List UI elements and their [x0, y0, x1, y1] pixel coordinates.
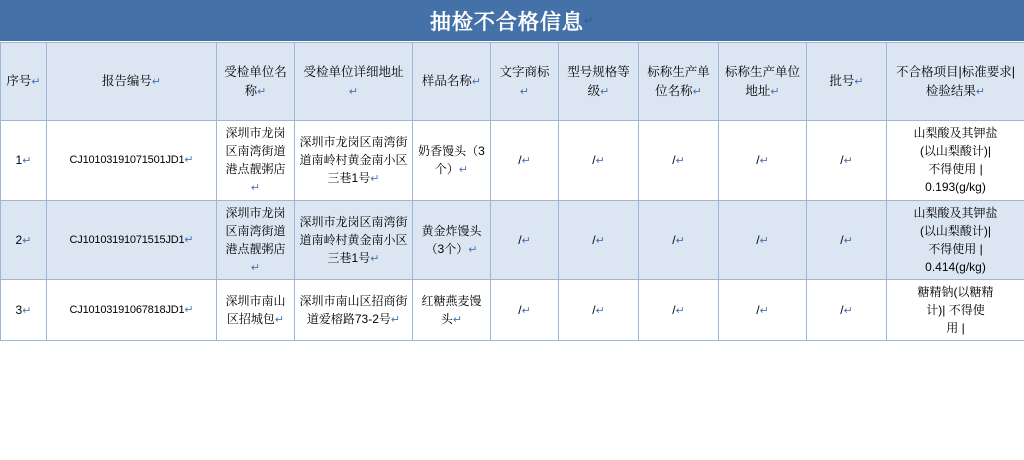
- column-header-unit-address: 受检单位详细地址↵: [295, 43, 413, 121]
- paragraph-mark-icon: ↵: [31, 76, 41, 89]
- paragraph-mark-icon: ↵: [348, 85, 359, 98]
- cell-report-no: CJ10103191067818JD1↵: [47, 280, 217, 341]
- table-row: [1, 121, 1024, 201]
- cell-index: 3↵: [1, 280, 47, 341]
- paragraph-mark-icon: ↵: [519, 85, 530, 98]
- cell-fail-items: [887, 200, 1024, 280]
- paragraph-mark-icon: ↵: [692, 85, 702, 98]
- document-title-bar: [0, 0, 1024, 42]
- cell-spec: /↵: [559, 280, 639, 341]
- cell-trademark: /↵: [491, 121, 559, 201]
- cell-unit-address: 深圳市南山区招商街道爱榕路73-2号↵: [295, 280, 413, 341]
- paragraph-mark-icon: ↵: [975, 85, 986, 98]
- column-header-producer-address: 标称生产单位地址↵: [719, 43, 807, 121]
- cell-producer-address: /↵: [719, 280, 807, 341]
- cell-report-no: CJ10103191071501JD1↵: [47, 121, 217, 201]
- fail-line: 0.193(g/kg): [925, 180, 986, 195]
- column-header-report-no: 报告编号↵: [47, 43, 217, 121]
- cell-unit-address: 深圳市龙岗区南湾街道南岭村黄金南小区三巷1号↵: [295, 200, 413, 280]
- paragraph-mark-icon: ↵: [471, 76, 482, 89]
- cell-index: 1↵: [1, 121, 47, 201]
- cell-sample-name: 奶香馒头（3个）↵: [413, 121, 491, 201]
- cell-batch-no: /↵: [807, 121, 887, 201]
- cell-producer-name: /↵: [639, 280, 719, 341]
- fail-line: 0.414(g/kg): [925, 259, 986, 274]
- cell-trademark: /↵: [491, 200, 559, 280]
- paragraph-mark-icon: ↵: [770, 85, 780, 98]
- cell-index: 2↵: [1, 200, 47, 280]
- fail-line: (以山梨酸计)|: [919, 144, 992, 159]
- table-row: [1, 200, 1024, 280]
- fail-line: 用 |: [946, 321, 965, 335]
- column-header-index: 序号↵: [1, 43, 47, 121]
- cell-report-no: CJ10103191071515JD1↵: [47, 200, 217, 280]
- cell-producer-address: /↵: [719, 121, 807, 201]
- column-header-spec: 型号规格等级↵: [559, 43, 639, 121]
- column-header-trademark: 文字商标↵: [491, 43, 559, 121]
- cell-spec: /↵: [559, 121, 639, 201]
- column-header-batch-no: 批号↵: [807, 43, 887, 121]
- column-header-producer-name: 标称生产单位名称↵: [639, 43, 719, 121]
- column-header-sample-name: 样品名称↵: [413, 43, 491, 121]
- cell-spec: /↵: [559, 200, 639, 280]
- fail-line: (以山梨酸计)|: [919, 223, 992, 238]
- paragraph-mark-icon: ↵: [257, 85, 267, 98]
- cell-sample-name: 黄金炸馒头（3个）↵: [413, 200, 491, 280]
- cell-sample-name: 红糖燕麦馒头↵: [413, 280, 491, 341]
- cell-unit-address: 深圳市龙岗区南湾街道南岭村黄金南小区三巷1号↵: [295, 121, 413, 201]
- cell-producer-name: /↵: [639, 121, 719, 201]
- table-header-row: [1, 43, 1024, 121]
- cell-batch-no: /↵: [807, 280, 887, 341]
- cell-unit-name: 深圳市南山区招城包↵: [217, 280, 295, 341]
- table-row: [1, 280, 1024, 341]
- cell-producer-address: /↵: [719, 200, 807, 280]
- fail-line: 山梨酸及其钾盐: [913, 126, 998, 141]
- fail-line: 不得使用 |: [928, 241, 983, 256]
- page-title: 抽检不合格信息: [429, 10, 584, 34]
- cell-unit-name: 深圳市龙岗区南湾街道港点靓粥店↵: [217, 121, 295, 201]
- cell-unit-name: 深圳市龙岗区南湾街道港点靓粥店↵: [217, 200, 295, 280]
- fail-line: 计)| 不得使: [926, 303, 985, 317]
- cell-trademark: /↵: [491, 280, 559, 341]
- inspection-results-table: [0, 42, 1024, 341]
- cell-fail-items: [887, 121, 1024, 201]
- cell-batch-no: /↵: [807, 200, 887, 280]
- paragraph-mark-icon: ↵: [583, 15, 595, 27]
- fail-line: 山梨酸及其钾盐: [913, 205, 998, 220]
- column-header-fail-items: 不合格项目|标准要求|检验结果↵: [887, 43, 1024, 121]
- cell-producer-name: /↵: [639, 200, 719, 280]
- paragraph-mark-icon: ↵: [151, 76, 162, 89]
- paragraph-mark-icon: ↵: [600, 85, 610, 98]
- cell-fail-items: [887, 280, 1024, 341]
- fail-line: 糖精钠(以糖精: [917, 285, 994, 299]
- fail-line: 不得使用 |: [928, 162, 983, 177]
- paragraph-mark-icon: ↵: [854, 76, 864, 89]
- column-header-unit-name: 受检单位名称↵: [217, 43, 295, 121]
